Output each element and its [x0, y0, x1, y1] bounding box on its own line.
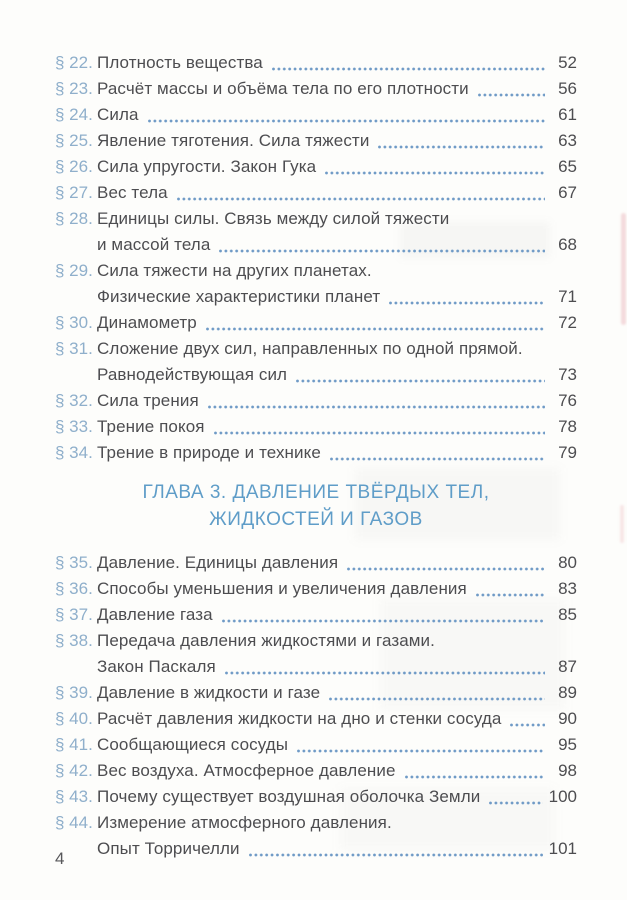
toc-entry-number: § 42.	[55, 761, 93, 780]
toc-entry-page: 95	[558, 735, 577, 754]
toc-entry-title: Способы уменьшения и увеличения давления	[97, 579, 467, 598]
page-number: 4	[55, 849, 65, 868]
toc-entry-page: 87	[558, 657, 577, 676]
toc-entry-page: 79	[558, 443, 577, 462]
toc-entry-page: 85	[558, 605, 577, 624]
toc-entry-title: Трение покоя	[97, 417, 205, 436]
toc-entry-title: Давление газа	[97, 605, 213, 624]
toc-entry-title: Динамометр	[97, 313, 197, 332]
toc-entry-number: § 37.	[55, 605, 93, 624]
dot-leader	[489, 784, 542, 810]
toc-entry-number: § 29.	[55, 261, 93, 280]
dot-leader	[208, 388, 545, 414]
toc-entry-title: Давление. Единицы давления	[97, 553, 339, 572]
toc-entry-row-continuation	[55, 232, 577, 258]
dot-leader	[389, 284, 545, 310]
dot-leader	[249, 836, 543, 862]
dot-leader	[214, 414, 545, 440]
toc-entry-page: 76	[558, 391, 577, 410]
toc-entry-page: 80	[558, 553, 577, 572]
toc-entry-title: Сила упругости. Закон Гука	[97, 157, 317, 176]
toc-entry-row-continuation	[55, 362, 577, 388]
bleed-through-artifact	[620, 505, 624, 543]
toc-entry-title: Трение в природе и технике	[97, 443, 321, 462]
toc-entry-number: § 31.	[55, 339, 93, 358]
toc-entry-number: § 34.	[55, 443, 93, 462]
toc-entry-title: Сила трения	[97, 391, 199, 410]
toc-entry-row	[55, 128, 577, 154]
toc-entry-row-continuation	[55, 654, 577, 680]
toc-entry-row	[55, 76, 577, 102]
toc-entry-number: § 43.	[55, 787, 93, 806]
dot-leader	[510, 706, 545, 732]
toc-entry-title: Передача давления жидкостями и газами.	[97, 631, 435, 650]
toc-entry-title: Сообщающиеся сосуды	[97, 735, 289, 754]
toc-entry-title: Единицы силы. Связь между силой тяжести	[97, 209, 450, 228]
toc-entry-row	[55, 336, 577, 362]
toc-entry-row	[55, 706, 577, 732]
toc-entry-number: § 33.	[55, 417, 93, 436]
toc-entry-number: § 23.	[55, 79, 93, 98]
dot-leader	[329, 680, 545, 706]
toc-entry-row-continuation	[55, 284, 577, 310]
toc-entry-row	[55, 680, 577, 706]
bleed-through-artifact	[621, 213, 626, 325]
toc-entry-row	[55, 784, 577, 810]
toc-entry-page: 67	[558, 183, 577, 202]
toc-entry-title: Вес тела	[97, 183, 168, 202]
toc-entry-row	[55, 414, 577, 440]
toc-entry-page: 73	[558, 365, 577, 384]
toc-entry-title: Расчёт давления жидкости на дно и стенки сосуда	[97, 709, 502, 728]
toc-entry-number: § 24.	[55, 105, 93, 124]
toc-entry-number: § 22.	[55, 53, 93, 72]
dot-leader	[206, 310, 545, 336]
toc-entry-number: § 32.	[55, 391, 93, 410]
dot-leader	[148, 102, 545, 128]
toc-entry-page: 89	[558, 683, 577, 702]
toc-entry-row	[55, 628, 577, 654]
toc-entry-title: Почему существует воздушная оболочка Земли	[97, 787, 481, 806]
dot-leader	[297, 732, 545, 758]
toc-entry-number: § 26.	[55, 157, 93, 176]
dot-leader	[272, 50, 545, 76]
toc-entry-row	[55, 550, 577, 576]
toc-entry-row	[55, 602, 577, 628]
toc-entry-page: 72	[558, 313, 577, 332]
toc-entry-number: § 35.	[55, 553, 93, 572]
toc-entry-number: § 41.	[55, 735, 93, 754]
toc-entry-number: § 28.	[55, 209, 93, 228]
toc-entry-title: Физические характеристики планет	[97, 287, 381, 306]
toc-entry-page: 71	[558, 287, 577, 306]
toc-entry-row	[55, 810, 577, 836]
toc-entry-page: 65	[558, 157, 577, 176]
toc-entry-row	[55, 440, 577, 466]
dot-leader	[325, 154, 545, 180]
dot-leader	[347, 550, 545, 576]
toc-entry-row	[55, 258, 577, 284]
toc-entry-title: Расчёт массы и объёма тела по его плотности	[97, 79, 469, 98]
dot-leader	[330, 440, 545, 466]
toc-entry-title: Опыт Торричелли	[97, 839, 240, 858]
dot-leader	[219, 232, 545, 258]
toc-entry-number: § 36.	[55, 579, 93, 598]
toc-entry-row	[55, 758, 577, 784]
toc-entry-number: § 40.	[55, 709, 93, 728]
chapter-heading	[55, 479, 577, 533]
toc-entry-row	[55, 180, 577, 206]
dot-leader	[296, 362, 545, 388]
dot-leader	[177, 180, 545, 206]
toc-entry-number: § 25.	[55, 131, 93, 150]
toc-entry-number: § 38.	[55, 631, 93, 650]
toc-entry-row-continuation	[55, 836, 577, 862]
toc-entry-number: § 44.	[55, 813, 93, 832]
toc-entry-page: 78	[558, 417, 577, 436]
toc-entry-title: Равнодействующая сил	[97, 365, 288, 384]
toc-entry-page: 100	[548, 787, 577, 806]
toc-entry-title: Измерение атмосферного давления.	[97, 813, 392, 832]
dot-leader	[476, 576, 545, 602]
toc-entry-row	[55, 732, 577, 758]
toc-entry-row	[55, 50, 577, 76]
toc-entry-row	[55, 206, 577, 232]
dot-leader	[378, 128, 545, 154]
toc-entry-title: и массой тела	[97, 235, 211, 254]
toc-entry-row	[55, 388, 577, 414]
toc-entry-title: Сложение двух сил, направленных по одной прямой.	[97, 339, 523, 358]
toc-entry-number: § 39.	[55, 683, 93, 702]
toc-entry-page: 90	[558, 709, 577, 728]
toc-entry-page: 98	[558, 761, 577, 780]
dot-leader	[222, 602, 545, 628]
toc-entry-title: Явление тяготения. Сила тяжести	[97, 131, 370, 150]
toc-entry-title: Вес воздуха. Атмосферное давление	[97, 761, 396, 780]
toc-entry-title: Плотность вещества	[97, 53, 263, 72]
toc-entry-title: Сила тяжести на других планетах.	[97, 261, 372, 280]
toc-entry-row	[55, 102, 577, 128]
chapter-heading-line: ГЛАВА 3. ДАВЛЕНИЕ ТВЁРДЫХ ТЕЛ,	[142, 482, 490, 503]
toc-entry-title: Закон Паскаля	[97, 657, 216, 676]
toc-entry-number: § 27.	[55, 183, 93, 202]
toc-entry-page: 83	[558, 579, 577, 598]
toc-entry-number: § 30.	[55, 313, 93, 332]
dot-leader	[405, 758, 545, 784]
toc-entry-title: Давление в жидкости и газе	[97, 683, 321, 702]
dot-leader	[225, 654, 545, 680]
toc-entry-page: 61	[558, 105, 577, 124]
toc-entry-page: 68	[558, 235, 577, 254]
toc-entry-page: 63	[558, 131, 577, 150]
toc-entry-page: 56	[558, 79, 577, 98]
chapter-heading-line: ЖИДКОСТЕЙ И ГАЗОВ	[209, 509, 423, 530]
page-footer	[55, 846, 64, 872]
toc-entry-row	[55, 310, 577, 336]
toc-entry-page: 52	[558, 53, 577, 72]
toc-entry-title: Сила	[97, 105, 139, 124]
table-of-contents	[55, 50, 577, 862]
toc-entry-row	[55, 576, 577, 602]
dot-leader	[478, 76, 545, 102]
toc-entry-page: 101	[548, 839, 577, 858]
toc-entry-row	[55, 154, 577, 180]
